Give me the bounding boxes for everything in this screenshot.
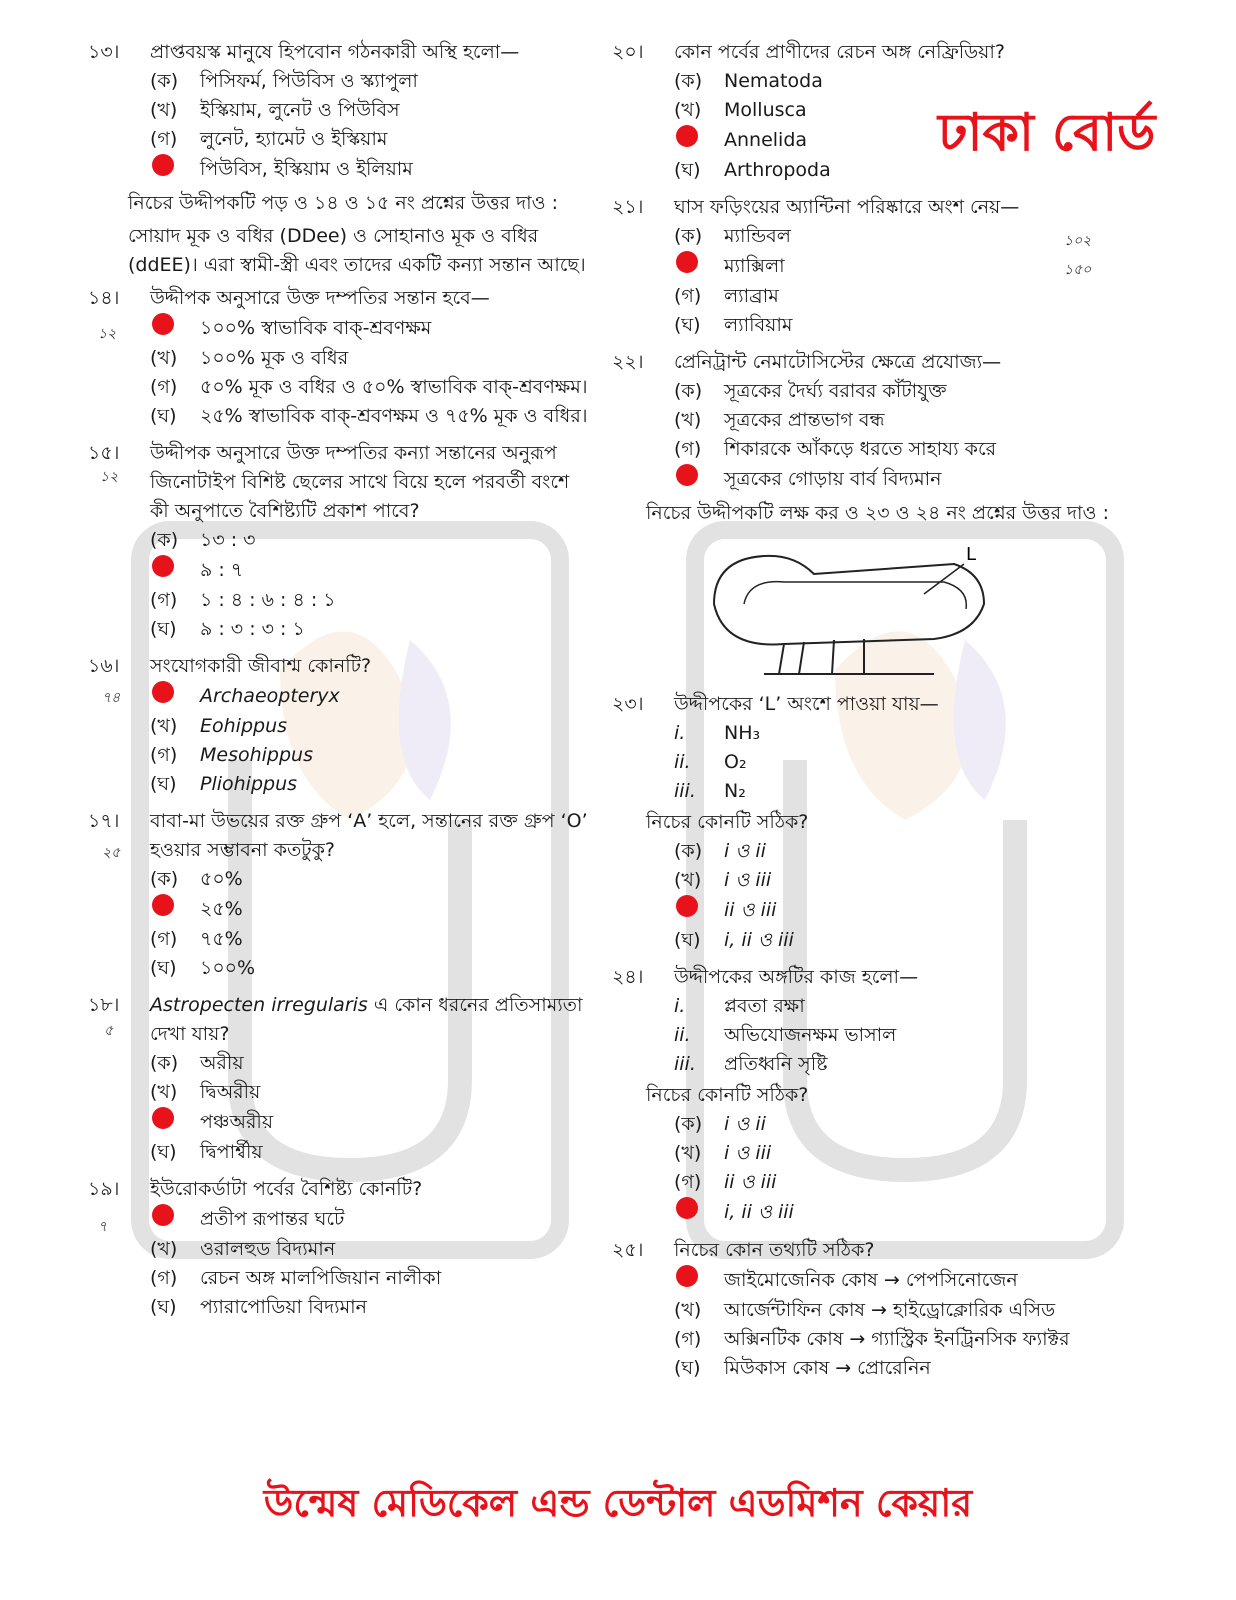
option-gha[interactable] bbox=[674, 156, 1132, 185]
option-ka[interactable] bbox=[150, 1049, 588, 1078]
option-label: (গ) bbox=[674, 1171, 702, 1193]
left-column bbox=[88, 38, 588, 1322]
option-label: (খ) bbox=[150, 1238, 178, 1260]
option-text: ৫০% bbox=[200, 868, 243, 890]
question-text: উদ্দীপক অনুসারে উক্ত দম্পতির কন্যা সন্তানের অনুরূপ জিনোটাইপ বিশিষ্ট ছেলের সাথে বিয়ে হলে পরবর্তী বংশে কী অনুপাতে বৈশিষ্ট্যটি প্রকাশ পাবে? bbox=[150, 442, 570, 522]
question-23 bbox=[612, 690, 1132, 955]
option-gha-marked[interactable] bbox=[674, 464, 1132, 495]
option-label: (খ) bbox=[674, 869, 702, 891]
statement-ii bbox=[674, 1021, 1132, 1050]
statement-label: ii. bbox=[674, 1024, 691, 1046]
answer-mark-icon bbox=[152, 681, 174, 703]
option-kha-marked[interactable] bbox=[150, 555, 588, 586]
option-text: ৭৫% bbox=[200, 928, 243, 950]
option-text: রেচন অঙ্গ মালপিজিয়ান নালীকা bbox=[200, 1267, 442, 1289]
option-text: ১০০% স্বাভাবিক বাক্-শ্রবণক্ষম bbox=[200, 317, 432, 339]
answer-mark-icon bbox=[676, 1197, 698, 1219]
option-label: (খ) bbox=[150, 715, 178, 737]
statement-label: i. bbox=[674, 995, 686, 1017]
question-text: নিচের কোন তথ্যটি সঠিক? bbox=[674, 1239, 875, 1261]
answer-mark-icon bbox=[152, 555, 174, 577]
option-ga[interactable] bbox=[150, 586, 588, 615]
question-25 bbox=[612, 1236, 1132, 1383]
option-text: ১০০% মূক ও বধির bbox=[200, 347, 349, 369]
option-text: ৯ : ৩ : ৩ : ১ bbox=[200, 618, 305, 640]
option-kha[interactable] bbox=[674, 1296, 1132, 1325]
statement-label: ii. bbox=[674, 751, 691, 773]
option-label: (গ) bbox=[150, 1267, 178, 1289]
option-ka[interactable] bbox=[674, 1110, 1132, 1139]
question-13 bbox=[88, 38, 588, 185]
option-text: Annelida bbox=[724, 129, 808, 151]
option-text: দ্বিপার্শ্বীয় bbox=[200, 1141, 263, 1163]
stimulus-instruction: নিচের উদ্দীপকটি পড় ও ১৪ ও ১৫ নং প্রশ্নের উত্তর দাও : bbox=[128, 192, 559, 214]
option-ga[interactable] bbox=[150, 925, 588, 954]
question-text: কোন পর্বের প্রাণীদের রেচন অঙ্গ নেফ্রিডিয়া? bbox=[674, 41, 1005, 63]
option-label: (ক) bbox=[674, 840, 703, 862]
option-label: (ক) bbox=[150, 70, 179, 92]
handwritten-note: ৭ bbox=[98, 1219, 108, 1235]
option-label: (খ) bbox=[674, 99, 702, 121]
statement-i bbox=[674, 719, 1132, 748]
which-correct-prompt: নিচের কোনটি সঠিক? bbox=[646, 811, 809, 833]
option-kha-marked[interactable] bbox=[150, 894, 588, 925]
stimulus-instruction: নিচের উদ্দীপকটি লক্ষ কর ও ২৩ ও ২৪ নং প্রশ্নের উত্তর দাও : bbox=[646, 502, 1109, 524]
answer-mark-icon bbox=[152, 1107, 174, 1129]
option-text: Arthropoda bbox=[724, 159, 831, 181]
option-label: (ঘ) bbox=[674, 314, 701, 336]
option-gha[interactable] bbox=[150, 1293, 588, 1322]
option-ka[interactable] bbox=[674, 67, 1132, 96]
option-label: (ক) bbox=[674, 1113, 703, 1135]
option-text: প্রতীপ রূপান্তর ঘটে bbox=[200, 1208, 345, 1230]
option-ka[interactable] bbox=[674, 837, 1132, 866]
option-text: আর্জেন্টাফিন কোষ → হাইড্রোক্লোরিক এসিড bbox=[724, 1299, 1056, 1321]
option-label: (খ) bbox=[674, 409, 702, 431]
option-text: অরীয় bbox=[200, 1052, 244, 1074]
option-label: (ক) bbox=[674, 380, 703, 402]
statement-text: প্লবতা রক্ষা bbox=[724, 995, 805, 1017]
question-15 bbox=[88, 439, 588, 644]
option-text: প্যারাপোডিয়া বিদ্যমান bbox=[200, 1296, 367, 1318]
option-kha[interactable] bbox=[150, 344, 588, 373]
option-label: (খ) bbox=[674, 1299, 702, 1321]
option-text: Mollusca bbox=[724, 99, 807, 121]
question-number: ১৬। bbox=[88, 655, 120, 677]
option-ga[interactable] bbox=[150, 125, 588, 154]
option-kha[interactable] bbox=[150, 1235, 588, 1264]
option-text: i ও ii bbox=[724, 840, 766, 862]
question-24 bbox=[612, 963, 1132, 1228]
option-text: ৯ : ৭ bbox=[200, 559, 244, 581]
option-label: (খ) bbox=[150, 347, 178, 369]
option-label: (গ) bbox=[674, 438, 702, 460]
question-17 bbox=[88, 807, 588, 983]
statement-label: i. bbox=[674, 722, 686, 744]
question-number: ১৩। bbox=[88, 41, 120, 63]
option-text: i ও iii bbox=[724, 869, 772, 891]
option-kha[interactable] bbox=[674, 866, 1132, 895]
option-text: ১৩ : ৩ bbox=[200, 529, 256, 551]
option-text: Eohippus bbox=[200, 715, 288, 737]
option-label: (খ) bbox=[674, 1142, 702, 1164]
option-ga-marked[interactable] bbox=[674, 895, 1132, 926]
statement-text: অভিযোজনক্ষম ভাসাল bbox=[724, 1024, 897, 1046]
option-label: (গ) bbox=[674, 285, 702, 307]
option-gha[interactable] bbox=[674, 926, 1132, 955]
question-text bbox=[150, 991, 588, 1049]
option-text: পিউবিস, ইস্কিয়াম ও ইলিয়াম bbox=[200, 158, 413, 180]
question-text: ঘাস ফড়িংয়ের অ্যান্টিনা পরিষ্কারে অংশ নেয়— bbox=[674, 196, 1020, 218]
question-20 bbox=[612, 38, 1132, 185]
option-text: ল্যাব্রাম bbox=[724, 285, 779, 307]
question-text: উদ্দীপক অনুসারে উক্ত দম্পতির সন্তান হবে— bbox=[150, 287, 490, 309]
option-kha[interactable] bbox=[150, 712, 588, 741]
option-ka-marked[interactable] bbox=[150, 681, 588, 712]
option-ka-marked[interactable] bbox=[674, 1265, 1132, 1296]
answer-mark-icon bbox=[152, 1204, 174, 1226]
option-gha[interactable] bbox=[150, 770, 588, 799]
option-gha[interactable] bbox=[150, 615, 588, 644]
option-label: (গ) bbox=[150, 128, 178, 150]
option-text: দ্বিঅরীয় bbox=[200, 1081, 261, 1103]
option-ka-marked[interactable] bbox=[150, 313, 588, 344]
question-number: ১৮। bbox=[88, 994, 120, 1016]
stimulus-1 bbox=[128, 189, 588, 280]
option-label: (ক) bbox=[150, 1052, 179, 1074]
option-label: (ক) bbox=[674, 70, 703, 92]
answer-mark-icon bbox=[676, 1265, 698, 1287]
option-text: সূত্রকের গোড়ায় বার্ব বিদ্যমান bbox=[724, 468, 942, 490]
question-number: ২৪। bbox=[612, 966, 644, 988]
option-text: ল্যাবিয়াম bbox=[724, 314, 793, 336]
question-text: সংযোগকারী জীবাশ্ম কোনটি? bbox=[150, 655, 372, 677]
question-text: বাবা-মা উভয়ের রক্ত গ্রুপ ‘A’ হলে, সন্তানের রক্ত গ্রুপ ‘O’ হওয়ার সম্ভাবনা কতটুকু? bbox=[150, 810, 588, 861]
option-ka[interactable] bbox=[150, 67, 588, 96]
question-number: ১৭। bbox=[88, 810, 120, 832]
option-label: (ঘ) bbox=[150, 773, 177, 795]
option-text: ii ও iii bbox=[724, 1171, 777, 1193]
option-text: ম্যাক্সিলা bbox=[724, 255, 785, 277]
answer-mark-icon bbox=[152, 154, 174, 176]
question-number: ২৩। bbox=[612, 693, 644, 715]
option-label: (ঘ) bbox=[150, 1296, 177, 1318]
option-text: ম্যান্ডিবল bbox=[724, 225, 791, 247]
option-text: i ও ii bbox=[724, 1113, 766, 1135]
handwritten-note: ৭৪ bbox=[102, 690, 121, 706]
option-label: (খ) bbox=[150, 1081, 178, 1103]
option-ga-marked[interactable] bbox=[674, 125, 1132, 156]
question-number: ১৪। bbox=[88, 287, 120, 309]
option-gha[interactable] bbox=[150, 402, 588, 431]
answer-mark-icon bbox=[676, 251, 698, 273]
diagram-label-L: L bbox=[966, 544, 977, 565]
option-text: i, ii ও iii bbox=[724, 929, 794, 951]
question-16 bbox=[88, 652, 588, 799]
statement-i bbox=[674, 992, 1132, 1021]
stimulus-text: সোয়াদ মূক ও বধির (DDee) ও সোহানাও মূক ও বধির (ddEE)। এরা স্বামী-স্ত্রী এবং তাদের একটি কন্যা সন্তান আছে। bbox=[128, 225, 586, 276]
handwritten-note: ১২ bbox=[100, 469, 119, 485]
statement-ii bbox=[674, 748, 1132, 777]
question-number: ১৯। bbox=[88, 1178, 120, 1200]
option-label: (গ) bbox=[150, 928, 178, 950]
option-label: (ঘ) bbox=[150, 405, 177, 427]
option-gha[interactable] bbox=[674, 1354, 1132, 1383]
option-ka[interactable] bbox=[674, 377, 1132, 406]
answer-mark-icon bbox=[676, 464, 698, 486]
option-label: (ক) bbox=[150, 868, 179, 890]
right-column bbox=[612, 38, 1132, 1383]
statement-text: NH₃ bbox=[724, 722, 761, 744]
option-gha[interactable] bbox=[150, 954, 588, 983]
option-text: ওরালহুড বিদ্যমান bbox=[200, 1238, 336, 1260]
option-text: ১ : ৪ : ৬ : ৪ : ১ bbox=[200, 589, 336, 611]
option-text: Nematoda bbox=[724, 70, 823, 92]
which-correct-prompt: নিচের কোনটি সঠিক? bbox=[646, 1084, 809, 1106]
statement-text: N₂ bbox=[724, 780, 746, 802]
option-text: i, ii ও iii bbox=[724, 1201, 794, 1223]
option-label: (খ) bbox=[150, 99, 178, 121]
option-label: (ক) bbox=[674, 225, 703, 247]
option-ga[interactable] bbox=[150, 373, 588, 402]
option-ga[interactable] bbox=[150, 741, 588, 770]
option-ka[interactable] bbox=[150, 526, 588, 555]
option-ga[interactable] bbox=[150, 1264, 588, 1293]
option-text: সূত্রকের দৈর্ঘ্য বরাবর কাঁটাযুক্ত bbox=[724, 380, 947, 402]
option-text: Mesohippus bbox=[200, 744, 313, 766]
question-text: উদ্দীপকের অঙ্গটির কাজ হলো— bbox=[674, 966, 919, 988]
option-kha[interactable] bbox=[150, 1078, 588, 1107]
option-ga[interactable] bbox=[674, 282, 1132, 311]
statement-iii bbox=[674, 1050, 1132, 1079]
option-label: (গ) bbox=[150, 744, 178, 766]
option-gha[interactable] bbox=[674, 311, 1132, 340]
option-text: পিসিফর্ম, পিউবিস ও স্ক্যাপুলা bbox=[200, 70, 418, 92]
option-label: (ঘ) bbox=[150, 618, 177, 640]
board-label: ঢাকা বোর্ড bbox=[938, 102, 1156, 163]
option-ga[interactable] bbox=[674, 1325, 1132, 1354]
handwritten-note: ১০২ ১৫০ bbox=[1064, 233, 1092, 278]
question-text: উদ্দীপকের ‘L’ অংশে পাওয়া যায়— bbox=[674, 693, 939, 715]
option-text: Archaeopteryx bbox=[200, 685, 340, 707]
option-label: (ঘ) bbox=[674, 159, 701, 181]
question-22 bbox=[612, 348, 1132, 495]
question-number: ২২। bbox=[612, 351, 644, 373]
question-14 bbox=[88, 284, 588, 431]
option-ka[interactable] bbox=[150, 865, 588, 894]
footer-banner: উন্মেষ মেডিকেল এন্ড ডেন্টাল এডমিশন কেয়ার bbox=[263, 1481, 973, 1525]
option-ka-marked[interactable] bbox=[150, 1204, 588, 1235]
option-text: ৫০% মূক ও বধির ও ৫০% স্বাভাবিক বাক্-শ্রবণক্ষম। bbox=[200, 376, 588, 398]
option-kha[interactable] bbox=[674, 96, 1132, 125]
statement-text: প্রতিধ্বনি সৃষ্টি bbox=[724, 1053, 828, 1075]
handwritten-note: ১২ bbox=[98, 326, 117, 342]
option-label: (ক) bbox=[150, 529, 179, 551]
question-text: প্রাপ্তবয়স্ক মানুষে হিপবোন গঠনকারী অস্থি হলো— bbox=[150, 41, 520, 63]
question-number: ২০। bbox=[612, 41, 644, 63]
option-text: ii ও iii bbox=[724, 899, 777, 921]
option-text: ২৫% bbox=[200, 898, 243, 920]
question-19 bbox=[88, 1175, 588, 1322]
question-number: ১৫। bbox=[88, 442, 120, 464]
fish-swim-bladder-diagram bbox=[704, 534, 1034, 684]
species-name: Astropecten irregularis bbox=[150, 994, 368, 1016]
answer-mark-icon bbox=[676, 125, 698, 147]
option-gha[interactable] bbox=[150, 1138, 588, 1167]
option-text: পঞ্চঅরীয় bbox=[200, 1111, 274, 1133]
option-label: (গ) bbox=[150, 589, 178, 611]
statement-label: iii. bbox=[674, 1053, 696, 1075]
option-text: ১০০% bbox=[200, 957, 256, 979]
option-label: (ঘ) bbox=[674, 1357, 701, 1379]
option-label: (ঘ) bbox=[150, 1141, 177, 1163]
option-ga[interactable] bbox=[674, 1168, 1132, 1197]
option-gha-marked[interactable] bbox=[674, 1197, 1132, 1228]
option-text: ২৫% স্বাভাবিক বাক্-শ্রবণক্ষম ও ৭৫% মূক ও বধির। bbox=[200, 405, 588, 427]
option-label: (ঘ) bbox=[674, 929, 701, 951]
question-text: ইউরোকর্ডাটা পর্বের বৈশিষ্ট্য কোনটি? bbox=[150, 1178, 423, 1200]
option-ga-marked[interactable] bbox=[150, 1107, 588, 1138]
option-kha[interactable] bbox=[674, 406, 1132, 435]
handwritten-note: ৫ bbox=[104, 1023, 114, 1039]
option-label: (গ) bbox=[150, 376, 178, 398]
option-text: লুনেট, হ্যামেট ও ইস্কিয়াম bbox=[200, 128, 388, 150]
statement-text: O₂ bbox=[724, 751, 747, 773]
option-text: i ও iii bbox=[724, 1142, 772, 1164]
handwritten-note: ২৫ bbox=[102, 845, 121, 861]
option-text: Pliohippus bbox=[200, 773, 298, 795]
option-label: (ঘ) bbox=[150, 957, 177, 979]
answer-mark-icon bbox=[676, 895, 698, 917]
option-kha[interactable] bbox=[674, 1139, 1132, 1168]
question-18 bbox=[88, 991, 588, 1167]
statement-label: iii. bbox=[674, 780, 696, 802]
option-text: সূত্রকের প্রান্তভাগ বন্ধ bbox=[724, 409, 885, 431]
option-gha-marked[interactable] bbox=[150, 154, 588, 185]
answer-mark-icon bbox=[152, 313, 174, 335]
question-text: প্রেনিট্রান্ট নেমাটোসিস্টের ক্ষেত্রে প্রযোজ্য— bbox=[674, 351, 1002, 373]
option-kha[interactable] bbox=[150, 96, 588, 125]
option-ga[interactable] bbox=[674, 435, 1132, 464]
question-number: ২১। bbox=[612, 196, 644, 218]
question-21 bbox=[612, 193, 1132, 340]
question-number: ২৫। bbox=[612, 1239, 644, 1261]
option-label: (গ) bbox=[674, 1328, 702, 1350]
question-text-rest: এ কোন ধরনের প্রতিসাম্যতা দেখা যায়? bbox=[150, 994, 583, 1045]
answer-mark-icon bbox=[152, 894, 174, 916]
option-text: ইস্কিয়াম, লুনেট ও পিউবিস bbox=[200, 99, 400, 121]
option-text: শিকারকে আঁকড়ে ধরতে সাহায্য করে bbox=[724, 438, 997, 460]
option-text: মিউকাস কোষ → প্রোরেনিন bbox=[724, 1357, 931, 1379]
option-text: জাইমোজেনিক কোষ → পেপসিনোজেন bbox=[724, 1269, 1018, 1291]
stimulus-2 bbox=[646, 499, 1132, 528]
option-text: অক্সিনটিক কোষ → গ্যাস্ট্রিক ইনট্রিনসিক ফ্যাক্টর bbox=[724, 1328, 1070, 1350]
statement-iii bbox=[674, 777, 1132, 806]
